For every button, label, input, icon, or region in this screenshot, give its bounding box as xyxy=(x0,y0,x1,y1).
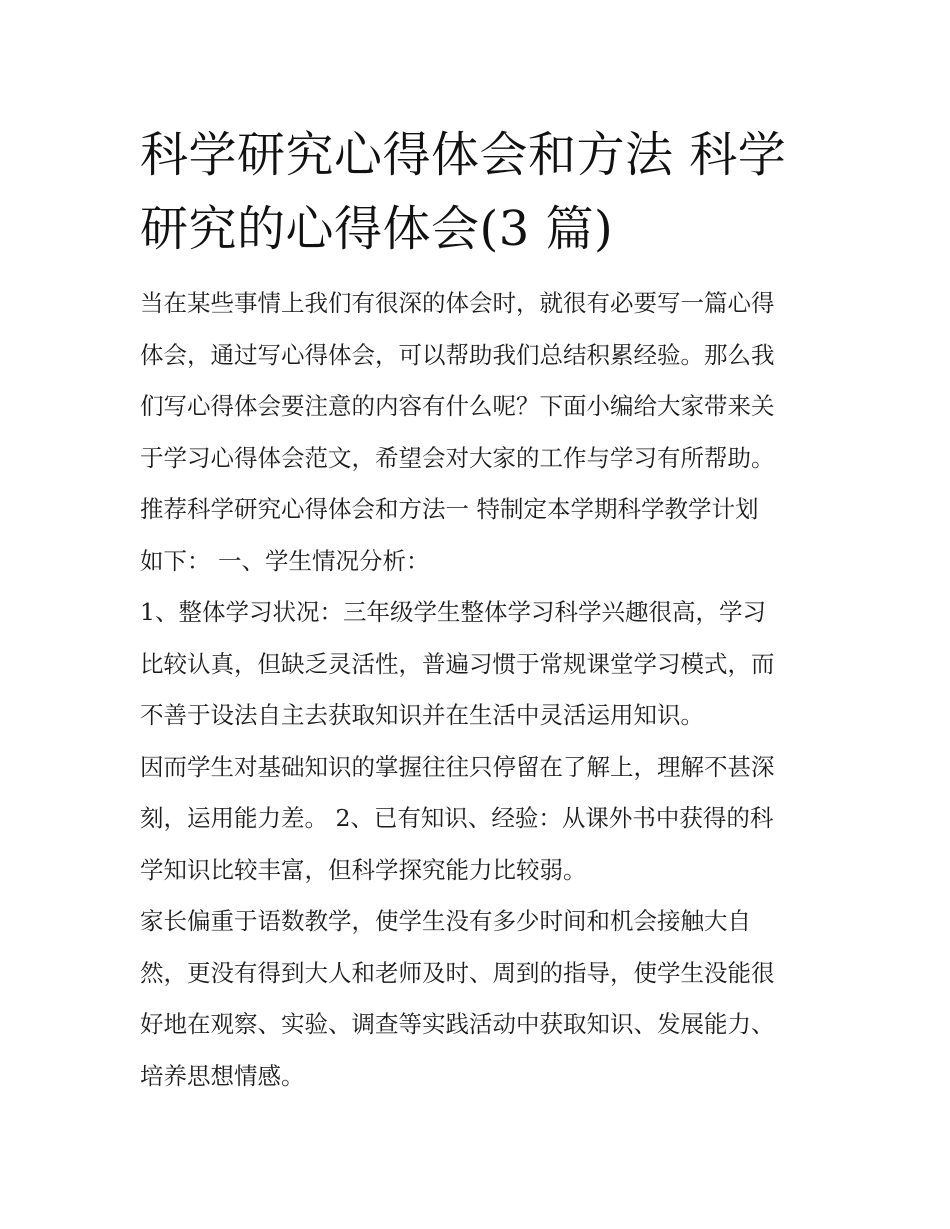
body-line: 体会，通过写心得体会，可以帮助我们总结积累经验。那么我 xyxy=(140,340,775,369)
document-content xyxy=(140,118,820,1102)
body-line: 比较认真，但缺乏灵活性，普遍习惯于常规课堂学习模式，而 xyxy=(140,649,775,678)
body-line: 好地在观察、实验、调查等实践活动中获取知识、发展能力、 xyxy=(140,1010,775,1038)
body-line: 然，更没有得到大人和老师及时、周到的指导，使学生没能很 xyxy=(140,958,775,987)
body-line: 培养思想情感。 xyxy=(140,1061,305,1090)
title-line: 科学研究心得体会和方法 科学 xyxy=(140,127,787,183)
title-line: 研究的心得体会(3 篇) xyxy=(140,201,614,257)
body-line: 当在某些事情上我们有很深的体会时，就很有必要写一篇心得 xyxy=(140,289,775,317)
body-line: 推荐科学研究心得体会和方法一 特制定本学期科学教学计划 xyxy=(140,495,759,523)
body-line: 家长偏重于语数教学，使学生没有多少时间和机会接触大自 xyxy=(140,907,751,935)
body-line: 如下： 一、学生情况分析： xyxy=(140,546,430,575)
body-line: 1、整体学习状况：三年级学生整体学习科学兴趣很高，学习 xyxy=(140,598,766,626)
document-title xyxy=(140,118,820,266)
body-line: 于学习心得体会范文，希望会对大家的工作与学习有所帮助。 xyxy=(140,443,775,472)
body-line: 因而学生对基础知识的掌握往往只停留在了解上，理解不甚深 xyxy=(140,752,775,781)
body-line: 不善于设法自主去获取知识并在生活中灵活运用知识。 xyxy=(140,701,704,729)
body-line: 刻，运用能力差。 2、已有知识、经验：从课外书中获得的科 xyxy=(140,804,774,832)
body-line: 们写心得体会要注意的内容有什么呢？下面小编给大家带来关 xyxy=(140,392,775,420)
document-body xyxy=(140,278,820,1102)
body-line: 学知识比较丰富，但科学探究能力比较弱。 xyxy=(140,855,587,884)
